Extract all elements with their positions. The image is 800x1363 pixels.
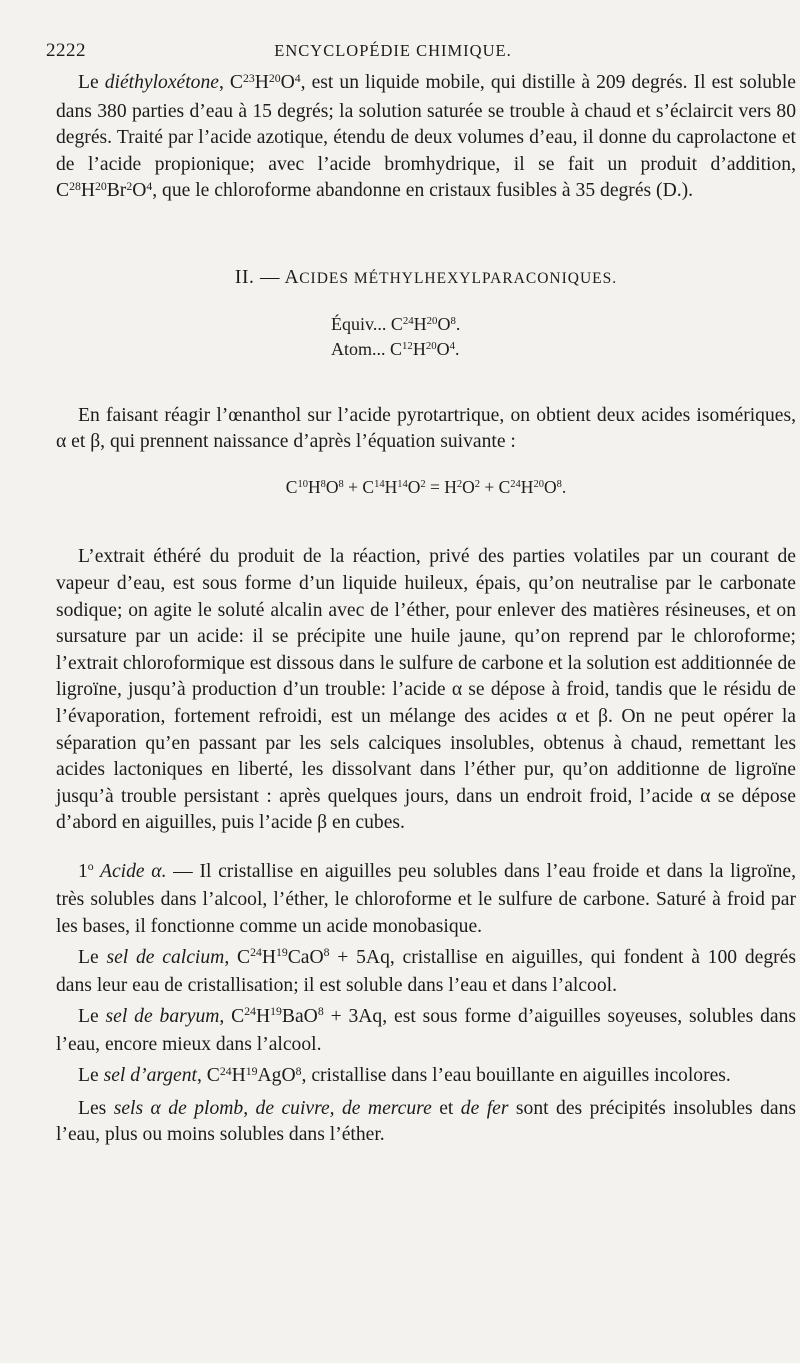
running-title: ENCYCLOPÉDIE CHIMIQUE.	[274, 41, 512, 60]
page-header	[46, 40, 740, 70]
page-body	[56, 70, 796, 1149]
paragraph-sel-baryum: Le sel de baryum, $C^{24}H^{19}BaO^8 + 3Aq$, est sous forme d’aiguilles soyeuses, solubles dans l’eau, encore mieux dans l’alcool.	[56, 1005, 796, 1056]
page-number: 2222	[46, 40, 86, 61]
paragraph-preparation: En faisant réagir l’œnanthol sur l’acide pyrotartrique, on obtient deux acides isomériques, α et β, qui prennent naissance d’après l’équation suivante :	[56, 404, 796, 453]
equiv-formula: Équiv... $C^{24}H^{20}O^8$.	[331, 313, 461, 334]
reaction-equation: $C^{10}H^8O^8 + C^{14}H^{14}O^2 = H^2O^2 + C^{24}H^{20}O^8$.	[285, 476, 567, 497]
paragraph-extraction: L’extrait éthéré du produit de la réaction, privé des parties volatiles par un courant de vapeur d’eau, est sous forme d’un liquide huileux, épais, qu’on neutralise par le carbonate sodique; on agite le soluté alcalin avec de l’éther, pour enlever des matières résineuses, et on sursature par un acide: il se précipite une huile jaune, qu’on reprend par le chloroforme; l’extrait chloroformique est dissous dans le sulfure de carbone et la solution est additionnée de ligroïne, jusqu’à production d’un trouble: l’acide α se dépose à froid, tandis que le résidu de l’évaporation, fortement refroidi, est un mélange des acides α et β. On ne peut opérer la séparation qu’en passant par les sels calciques insolubles, obtenus à chaud, remettant les acides lactoniques en liberté, les dissolvant dans l’éther pur, qu’on additionne de ligroïne jusqu’à trouble persistant : après quelques jours, dans un endroit froid, l’acide α se dépose d’abord en aiguilles, puis l’acide β en cubes.	[56, 546, 796, 834]
atom-formula: Atom... $C^{12}H^{20}O^4$.	[331, 338, 460, 359]
section-title: II. — ACIDES MÉTHYLHEXYLPARACONIQUES.	[234, 266, 618, 288]
paragraph-acide-alpha: 1$^o$ Acide α. — Il cristallise en aiguilles peu solubles dans l’eau froide et dans la ligroïne, très solubles dans l’alcool, l’éther, le chloroforme et le sulfure de carbone. Saturé à froid par les bases, il fonctionne comme un acide monobasique.	[56, 860, 796, 938]
paragraph-sel-calcium: Le sel de calcium, $C^{24}H^{19}CaO^8 + 5Aq$, cristallise en aiguilles, qui fondent à 100 degrés dans leur eau de cristallisation; il est soluble dans l’eau et dans l’alcool.	[56, 946, 796, 997]
compound-name: diéthyloxétone	[104, 72, 219, 93]
paragraph-sel-argent: Le sel d’argent, $C^{24}H^{19}AgO^8$, cristallise dans l’eau bouillante en aiguilles incolores.	[78, 1064, 731, 1087]
paragraph-diethyloxetone: Le diéthyloxétone, $C^{23}H^{20}O^4$, est un liquide mobile, qui distille à 209 degrés. Il est soluble dans 380 parties d’eau à 15 degrés; la solution saturée se trouble à chaud et s’éclaircit vers 80 degrés. Traité par l’acide azotique, étendu de deux volumes d’eau, il donne du caprolactone et de l’acide propionique; avec l’acide bromhydrique, il se fait un produit d’addition, $C^{28}H^{20}Br^2O^4$, que le chloroforme abandonne en cristaux fusibles à 35 degrés (D.).	[56, 71, 796, 202]
paragraph-sels-metalliques: Les sels α de plomb, de cuivre, de mercure et de fer sont des précipités insolubles dans l’eau, plus ou moins solubles dans l’éther.	[56, 1097, 796, 1146]
formula-block	[331, 313, 796, 363]
subsection-title: Acide α.	[93, 860, 167, 882]
